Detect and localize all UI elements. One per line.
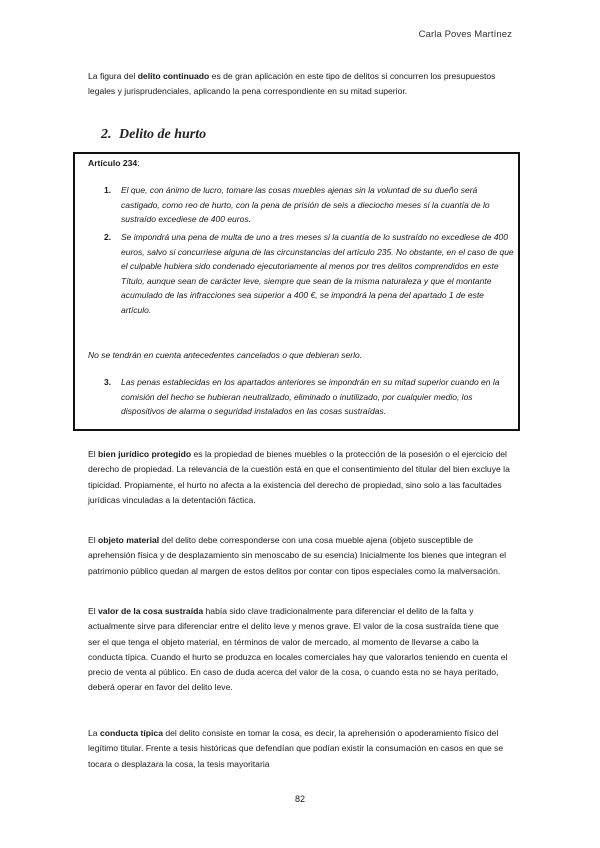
article-title-colon: : <box>137 158 140 168</box>
text-run: La <box>88 728 100 738</box>
text-run: El <box>88 535 99 545</box>
item-number: 3. <box>104 377 112 387</box>
bold-term: conducta típica <box>99 728 163 738</box>
article-item <box>104 375 516 419</box>
item-number: 2. <box>104 232 112 242</box>
item-text: Las penas establecidas en los apartados anteriores se impondrán en su mitad superior cuando en la comisión del hecho se hubieran neutralizado, eliminado o inutilizado, por cualquier medio, los dispositivos de alarma o seguridad instalados en las cosas sustraídas. <box>121 377 500 416</box>
article-title-text: Artículo 234 <box>88 158 138 168</box>
running-header-author: Carla Poves Martínez <box>418 29 512 40</box>
body-paragraph <box>88 533 513 579</box>
text-run: del delito consiste en tomar la cosa, es decir, la aprehensión o apoderamiento físico del legítimo titular. Frente a tesis históricas que defendían que podían existir la consumación en casos en que se tocara o desplazara la cosa, la tesis mayoritaria <box>88 728 504 769</box>
item-text: El que, con ánimo de lucro, tomare las cosas muebles ajenas sin la voluntad de su dueño será castigado, como reo de hurto, con la pena de prisión de seis a dieciocho meses si la cuantía de lo sustraído excediese de 400 euros. <box>121 185 490 224</box>
body-paragraph <box>88 604 513 696</box>
intro-paragraph <box>88 69 513 100</box>
bold-term: bien jurídico protegido <box>98 449 192 459</box>
bold-term: valor de la cosa sustraída <box>98 606 204 616</box>
text-run: La figura del <box>88 71 138 81</box>
text-run: es de gran aplicación en este tipo de delitos si concurren los presupuestos legales y jurisprudenciales, aplicando la pena correspondiente en su mitad superior. <box>88 71 496 97</box>
body-paragraph <box>88 447 513 508</box>
bold-term: delito continuado <box>137 71 210 81</box>
body-paragraph <box>88 726 513 772</box>
section-heading <box>101 127 206 143</box>
page-number: 82 <box>294 794 305 804</box>
article-title <box>88 158 140 168</box>
text-run: había sido clave tradicionalmente para diferenciar el delito de la falta y actualmente sirve para diferenciar entre el delito leve y menos grave. El valor de la cosa sustraída tiene que ser el que tenga el objeto material, en términos de valor de mercado, al momento de llevarse a cabo la conducta típica. Cuando el hurto se produzca en locales comerciales hay que valorarlos teniendo en cuenta el precio de venta al público. En caso de duda acerca del valor de la cosa, o cuando esta no se haya peritado, deberá operar en favor del delito leve. <box>88 606 508 693</box>
section-title: Delito de hurto <box>119 127 207 142</box>
section-number: 2. <box>101 127 112 142</box>
bold-term: objeto material <box>98 535 160 545</box>
text-run: El <box>88 449 99 459</box>
article-item <box>104 230 516 317</box>
item-number: 1. <box>104 185 112 195</box>
text-run: del delito debe corresponderse con una cosa mueble ajena (objeto susceptible de aprehensión física y de desplazamiento sin menoscabo de su esencia) Inicialmente los bienes que integran el patrimonio público quedan al margen de estos delitos por contar con tipos especiales como la malversación. <box>88 535 507 576</box>
text-run: El <box>88 606 99 616</box>
article-note: No se tendrán en cuenta antecedentes cancelados o que debieran serlo. <box>88 350 363 360</box>
item-text: Se impondrá una pena de multa de uno a tres meses si la cuantía de lo sustraído no excediese de 400 euros, salvo si concurriese alguna de las circunstancias del artículo 235. No obstante, en el caso de que el culpable hubiera sido condenado ejecutoriamente al menos por tres delitos comprendidos en este Título, aunque sean de carácter leve, siempre que sean de la misma naturaleza y que el montante acumulado de las infracciones sea superior a 400 €, se impondrá la pena del apartado 1 de este artículo. <box>121 232 514 315</box>
text-run: es la propiedad de bienes muebles o la protección de la posesión o el ejercicio del derecho de propiedad. La relevancia de la cuestión está en que el consentimiento del titular del bien excluye la tipicidad. Propiamente, el hurto no afecta a la existencia del derecho de propiedad, sino solo a las facultades jurídicas vinculadas a la detentación fáctica. <box>88 449 510 505</box>
article-item <box>104 183 516 227</box>
